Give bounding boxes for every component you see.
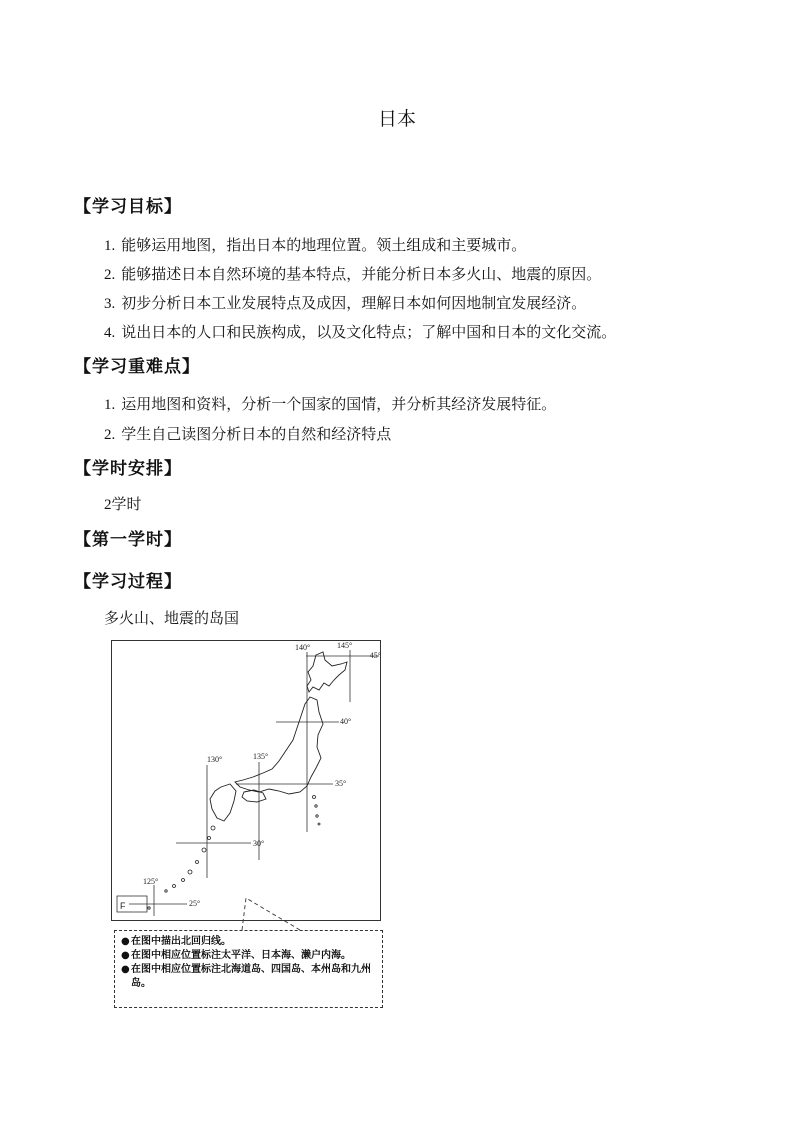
izu-islands — [313, 796, 321, 826]
hokkaido-outline — [307, 652, 347, 692]
goal-item-text: 说出日本的人口和民族构成，以及文化特点；了解中国和日本的文化交流。 — [121, 323, 617, 341]
callout-item — [121, 949, 376, 963]
process-subtitle: 多火山、地震的岛国 — [104, 609, 240, 627]
goal-item-number: 3. — [104, 296, 116, 312]
label-125: 125° — [143, 877, 159, 886]
keypoint-item-text: 运用地图和资料，分析一个国家的国情，并分析其经济发展特征。 — [121, 395, 557, 413]
page-title: 日本 — [377, 108, 416, 130]
callout-item-text: 在图中相应位置标注北海道岛、四国岛、本州岛和九州岛。 — [131, 964, 371, 989]
schedule-hours-unit: 学时 — [111, 495, 142, 513]
goal-item — [104, 321, 616, 342]
label-35: 35° — [335, 779, 347, 788]
schedule-hours-value: 2 — [104, 497, 112, 513]
shikoku-outline — [242, 790, 266, 802]
goal-item-text: 初步分析日本工业发展特点及成因，理解日本如何因地制宜发展经济。 — [121, 294, 587, 312]
keypoint-item-number: 1. — [104, 397, 116, 413]
bullet-icon: ● — [121, 950, 130, 961]
kyushu-outline — [210, 784, 236, 821]
section-heading-goals: 【学习目标】 — [74, 197, 182, 217]
label-40: 40° — [340, 717, 352, 726]
keypoint-item-text: 学生自己读图分析日本的自然和经济特点 — [121, 425, 392, 443]
callout-pointer — [230, 890, 390, 935]
schedule-hours — [104, 493, 142, 514]
goal-item-number: 2. — [104, 267, 116, 283]
callout-item-text: 在图中描出北回归线。 — [131, 936, 231, 947]
goal-item-text: 能够运用地图，指出日本的地理位置。领土组成和主要城市。 — [121, 236, 527, 254]
goal-item-number: 1. — [104, 238, 116, 254]
label-145: 145° — [337, 641, 353, 650]
bullet-icon: ● — [121, 964, 130, 975]
label-25: 25° — [189, 899, 201, 908]
keypoint-item — [104, 423, 391, 444]
goal-item-number: 4. — [104, 325, 116, 341]
keypoint-item-number: 2. — [104, 427, 116, 443]
inset-mark: F — [120, 901, 126, 911]
keypoint-item — [104, 393, 556, 414]
goal-item — [104, 234, 526, 255]
section-heading-schedule: 【学时安排】 — [74, 459, 182, 479]
honshu-outline — [235, 697, 323, 794]
callout-item-text: 在图中相应位置标注太平洋、日本海、濑户内海。 — [131, 950, 351, 961]
label-45: 45° — [369, 651, 381, 660]
section-heading-first-period: 【第一学时】 — [74, 530, 182, 550]
label-30: 30° — [253, 839, 265, 848]
goal-item — [104, 263, 601, 284]
goal-item — [104, 292, 586, 313]
goal-item-text: 能够描述日本自然环境的基本特点，并能分析日本多火山、地震的原因。 — [121, 265, 602, 283]
label-135: 135° — [253, 752, 269, 761]
label-130: 130° — [207, 755, 223, 764]
japan-outline-map — [111, 640, 381, 921]
label-140: 140° — [295, 643, 311, 652]
callout-item — [121, 935, 376, 949]
task-callout — [114, 930, 383, 1008]
bullet-icon: ● — [121, 936, 130, 947]
section-heading-keypoints: 【学习重难点】 — [74, 357, 200, 377]
ryukyu-islands — [148, 826, 215, 909]
callout-item — [121, 963, 376, 991]
section-heading-process: 【学习过程】 — [74, 572, 182, 592]
